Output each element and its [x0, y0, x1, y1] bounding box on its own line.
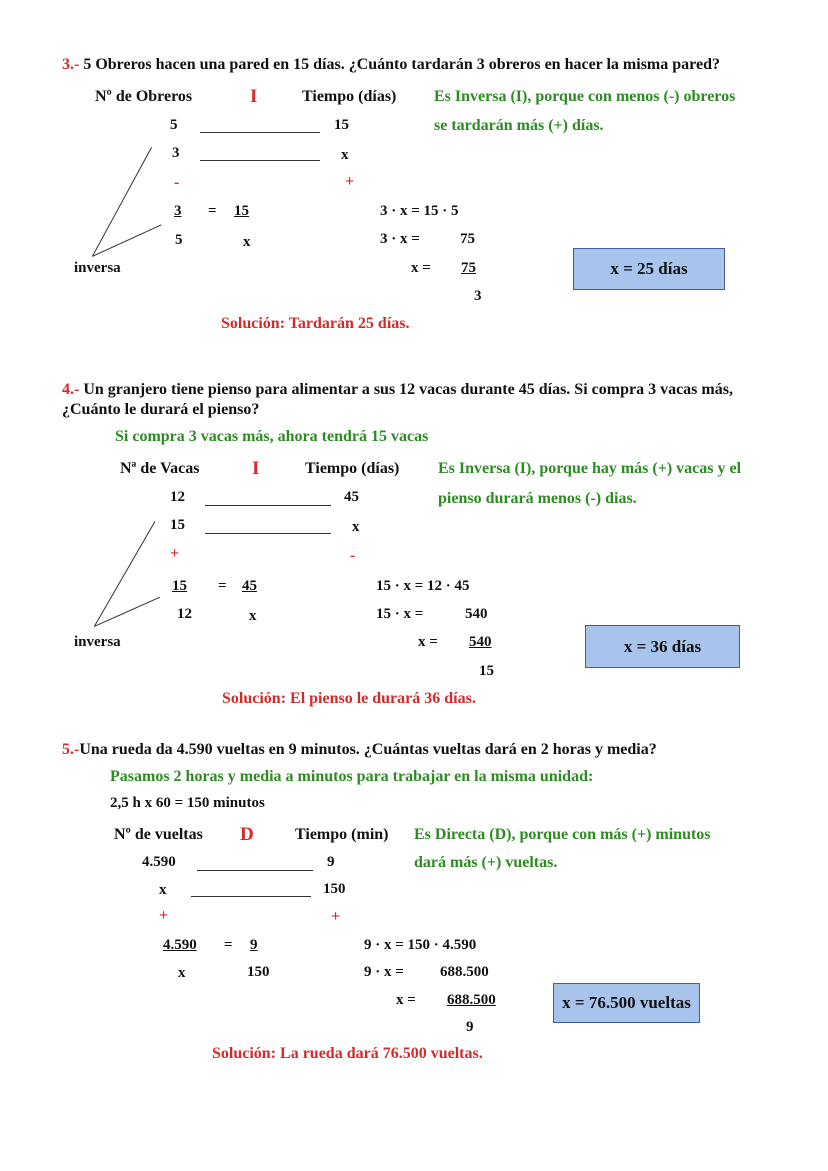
p3-inverse-arrow-bottom	[92, 224, 162, 257]
p5-fraction-left-den: x	[178, 965, 186, 981]
p5-sign-left: +	[159, 907, 169, 924]
p3-fraction-left-den: 5	[175, 232, 183, 248]
p3-calc-line1: 3 · x = 15 · 5	[380, 203, 459, 219]
p3-column-time: Tiempo (días)	[302, 88, 397, 105]
p4-type-label: I	[252, 458, 260, 479]
problem-4-statement-line2: ¿Cuánto le durará el pienso?	[62, 401, 260, 418]
problem-5-text: Una rueda da 4.590 vueltas en 9 minutos. ¿Cuántas vueltas dará en 2 horas y media?	[79, 741, 657, 758]
p3-calc-line3: x =	[411, 260, 431, 276]
problem-4-statement-line1	[62, 382, 733, 398]
p5-row2-dash	[191, 896, 311, 897]
p5-fraction-right-den: 150	[247, 964, 270, 980]
problem-4-number: 4.-	[62, 381, 80, 398]
p4-column-cows: Nª de Vacas	[120, 460, 200, 477]
p4-fraction-right-den: x	[249, 608, 257, 624]
problem-3-statement	[62, 57, 720, 73]
p5-result-box: x = 76.500 vueltas	[553, 983, 700, 1023]
p3-calc-line2-value: 75	[460, 231, 475, 247]
p4-note: Si compra 3 vacas más, ahora tendrá 15 vacas	[115, 428, 429, 445]
p3-explanation-line1: Es Inversa (I), porque con menos (-) obreros	[434, 88, 736, 105]
p5-explanation-line2: dará más (+) vueltas.	[414, 854, 558, 871]
p4-inverse-arrow-top	[94, 521, 155, 626]
p3-calc-numerator: 75	[461, 260, 476, 276]
p5-explanation-line1: Es Directa (D), porque con más (+) minutos	[414, 826, 711, 843]
p5-column-time: Tiempo (min)	[295, 826, 389, 843]
p5-row1-dash	[197, 870, 313, 871]
p4-row2-right: x	[352, 519, 360, 535]
p5-calc-line1: 9 · x = 150 · 4.590	[364, 937, 477, 953]
p4-inverse-arrow-bottom	[94, 597, 160, 627]
problem-5-statement	[62, 742, 657, 758]
p3-fraction-right-den: x	[243, 234, 251, 250]
p3-calc-line2: 3 · x =	[380, 231, 420, 247]
p5-calc-numerator: 688.500	[447, 992, 496, 1008]
p3-fraction-equals: =	[208, 203, 217, 219]
p5-solution: Solución: La rueda dará 76.500 vueltas.	[212, 1045, 483, 1062]
p4-calc-numerator: 540	[469, 634, 492, 650]
p3-fraction-left-num: 3	[174, 203, 182, 219]
p5-sign-right: +	[331, 908, 341, 925]
p3-fraction-right-num: 15	[234, 203, 249, 219]
p3-inverse-arrow-top	[92, 147, 152, 256]
problem-5-number: 5.-	[62, 741, 80, 758]
p4-calc-line3: x =	[418, 634, 438, 650]
problem-3-number: 3.-	[62, 56, 80, 73]
p4-explanation-line1: Es Inversa (I), porque hay más (+) vacas y el	[438, 460, 742, 477]
p3-explanation-line2: se tardarán más (+) días.	[434, 117, 604, 134]
p5-row1-left: 4.590	[142, 854, 176, 870]
p4-fraction-left-num: 15	[172, 578, 187, 594]
p5-calc-denominator: 9	[466, 1019, 474, 1035]
p4-explanation-line2: pienso durará menos (-) dias.	[438, 490, 637, 507]
p3-sign-left: -	[174, 174, 180, 191]
p3-solution: Solución: Tardarán 25 días.	[221, 315, 410, 332]
p3-row1-left: 5	[170, 117, 178, 133]
p5-fraction-right-num: 9	[250, 937, 258, 953]
p5-fraction-equals: =	[224, 937, 233, 953]
p4-row2-dash	[205, 533, 331, 534]
p4-row1-left: 12	[170, 489, 185, 505]
p4-fraction-equals: =	[218, 578, 227, 594]
p3-row2-right: x	[341, 147, 349, 163]
problem-4-text: Un granjero tiene pienso para alimentar a sus 12 vacas durante 45 días. Si compra 3 vacas más,	[79, 381, 733, 398]
p4-inverse-label: inversa	[74, 634, 121, 650]
p4-column-time: Tiempo (días)	[305, 460, 400, 477]
p5-calc-line2: 9 · x =	[364, 964, 404, 980]
p5-conversion: 2,5 h x 60 = 150 minutos	[110, 795, 265, 811]
p4-sign-right: -	[350, 547, 356, 564]
p5-note: Pasamos 2 horas y media a minutos para trabajar en la misma unidad:	[110, 768, 594, 785]
p4-calc-line2-value: 540	[465, 606, 488, 622]
p3-type-label: I	[250, 86, 258, 107]
p4-fraction-right-num: 45	[242, 578, 257, 594]
p3-inverse-label: inversa	[74, 260, 121, 276]
p5-calc-line2-value: 688.500	[440, 964, 489, 980]
p3-row2-dash	[200, 160, 320, 161]
p4-calc-line2: 15 · x =	[376, 606, 424, 622]
p3-calc-denominator: 3	[474, 288, 482, 304]
p5-fraction-left-num: 4.590	[163, 937, 197, 953]
p4-row1-dash	[205, 505, 331, 506]
p3-row2-left: 3	[172, 145, 180, 161]
p4-calc-denominator: 15	[479, 663, 494, 679]
p5-type-label: D	[240, 824, 254, 845]
p4-calc-line1: 15 · x = 12 · 45	[376, 578, 470, 594]
p4-row1-right: 45	[344, 489, 359, 505]
p3-column-workers: Nº de Obreros	[95, 88, 193, 105]
p5-column-turns: Nº de vueltas	[114, 826, 203, 843]
p4-result-box: x = 36 días	[585, 625, 740, 668]
p3-row1-dash	[200, 132, 320, 133]
p4-row2-left: 15	[170, 517, 185, 533]
p4-fraction-left-den: 12	[177, 606, 192, 622]
p5-calc-line3: x =	[396, 992, 416, 1008]
p4-sign-left: +	[170, 545, 180, 562]
problem-3-text: 5 Obreros hacen una pared en 15 días. ¿Cuánto tardarán 3 obreros en hacer la misma pared?	[79, 56, 720, 73]
p5-row1-right: 9	[327, 854, 335, 870]
p3-sign-right: +	[345, 173, 355, 190]
p4-solution: Solución: El pienso le durará 36 días.	[222, 690, 476, 707]
p3-row1-right: 15	[334, 117, 349, 133]
p5-row2-right: 150	[323, 881, 346, 897]
p3-result-box: x = 25 días	[573, 248, 725, 290]
p5-row2-left: x	[159, 882, 167, 898]
